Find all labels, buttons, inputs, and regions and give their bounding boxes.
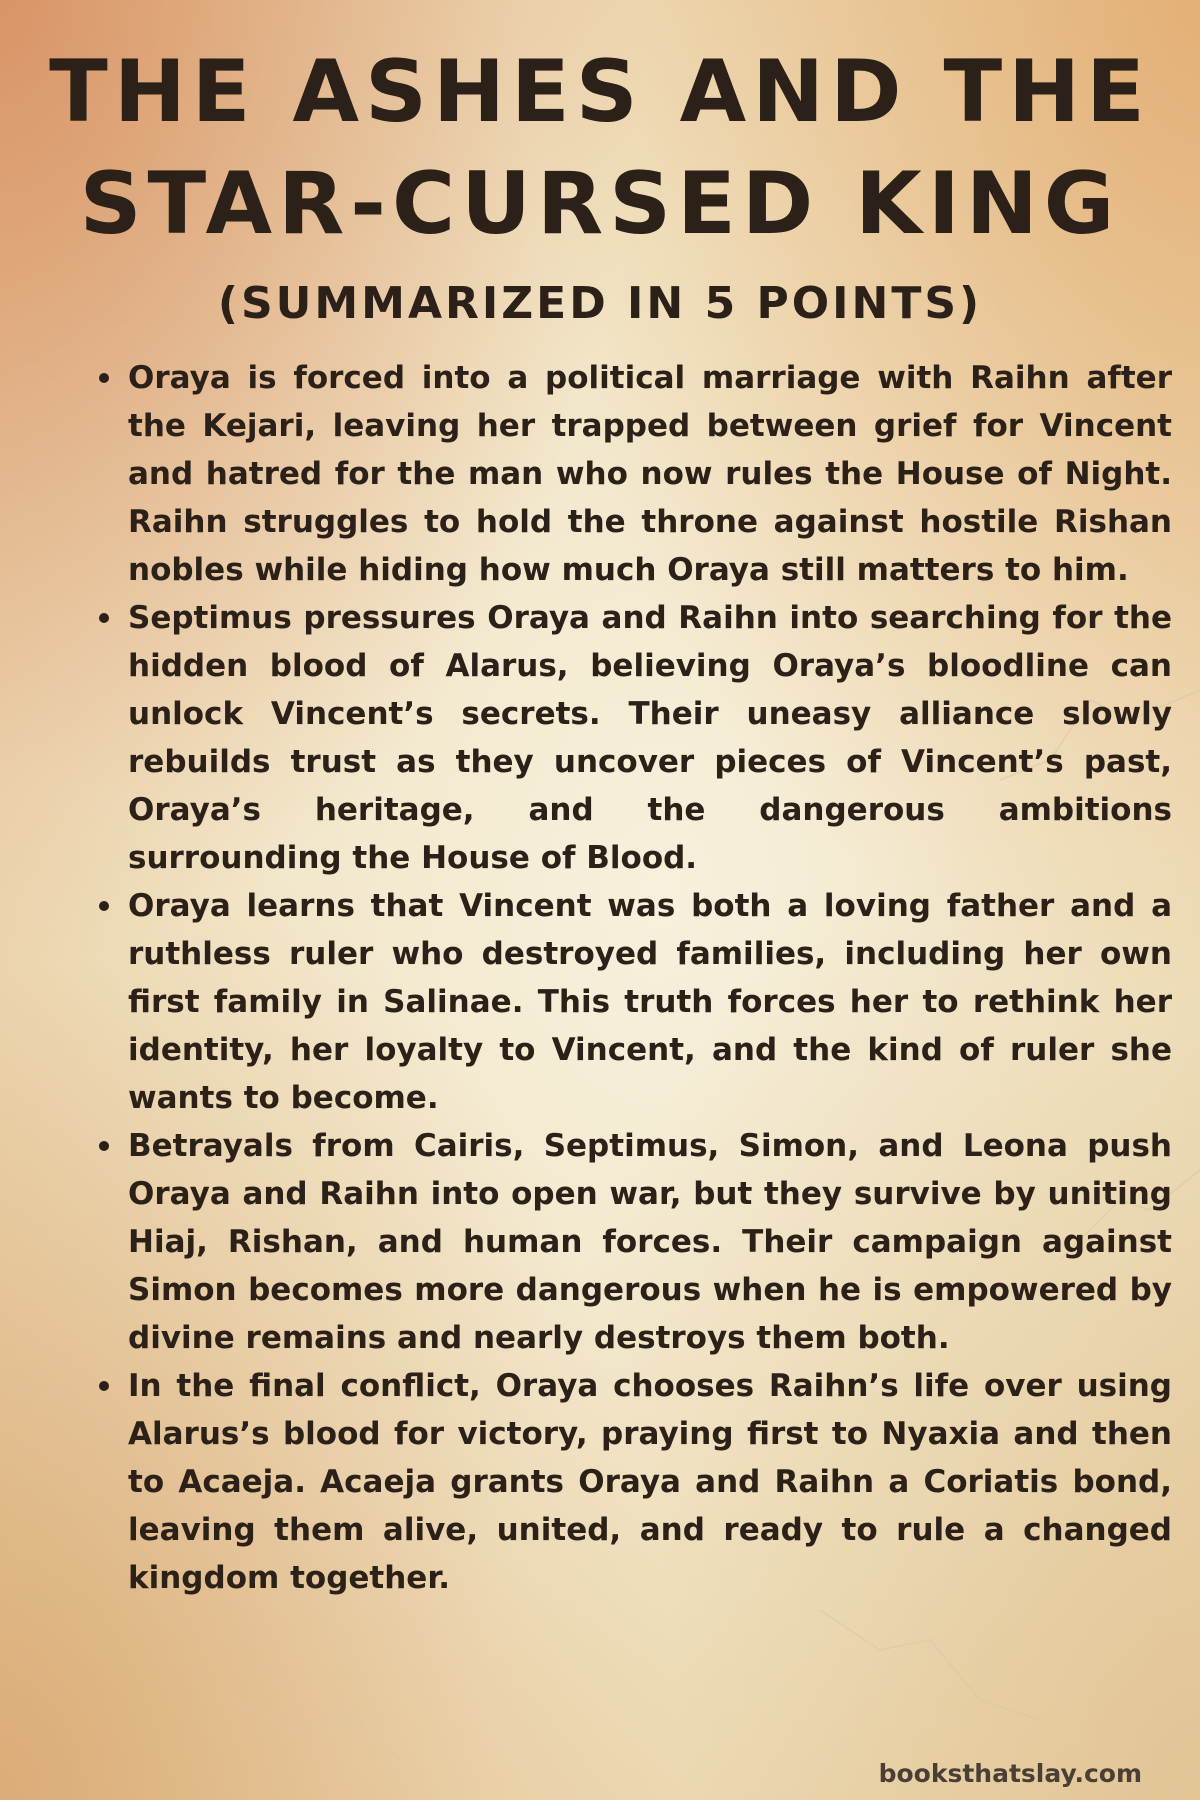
summary-point-2: Septimus pressures Oraya and Raihn into searching for the hidden blood of Alarus, believing Oraya’s bloodline can unlock Vincent’s secrets. Their uneasy alliance slowly rebuilds trust as they uncover pieces of Vincent’s past, Oraya’s heritage, and the dangerous ambitions surrounding the House of Blood. bbox=[128, 594, 1172, 882]
summary-point-1: Oraya is forced into a political marriage with Raihn after the Kejari, leaving her trapped between grief for Vincent and hatred for the man who now rules the House of Night. Raihn struggles to hold the throne against hostile Rishan nobles while hiding how much Oraya still matters to him. bbox=[128, 354, 1172, 594]
title-line-1: THE ASHES AND THE bbox=[49, 42, 1151, 142]
title-line-2: STAR-CURSED KING bbox=[79, 154, 1121, 254]
site-credit: booksthatslay.com bbox=[878, 1759, 1142, 1788]
document-subtitle: (SUMMARIZED IN 5 POINTS) bbox=[217, 278, 983, 329]
summary-point-3: Oraya learns that Vincent was both a loving father and a ruthless ruler who destroyed families, including her own first family in Salinae. This truth forces her to rethink her identity, her loyalty to Vincent, and the kind of ruler she wants to become. bbox=[128, 882, 1172, 1122]
summary-list bbox=[98, 354, 1172, 1602]
summary-point-5: In the final conflict, Oraya chooses Raihn’s life over using Alarus’s blood for victory, praying first to Nyaxia and then to Acaeja. Acaeja grants Oraya and Raihn a Coriatis bond, leaving them alive, united, and ready to rule a changed kingdom together. bbox=[128, 1362, 1172, 1602]
document-title bbox=[0, 36, 1200, 260]
summary-point-4: Betrayals from Cairis, Septimus, Simon, and Leona push Oraya and Raihn into open war, but they survive by uniting Hiaj, Rishan, and human forces. Their campaign against Simon becomes more dangerous when he is empowered by divine remains and nearly destroys them both. bbox=[128, 1122, 1172, 1362]
